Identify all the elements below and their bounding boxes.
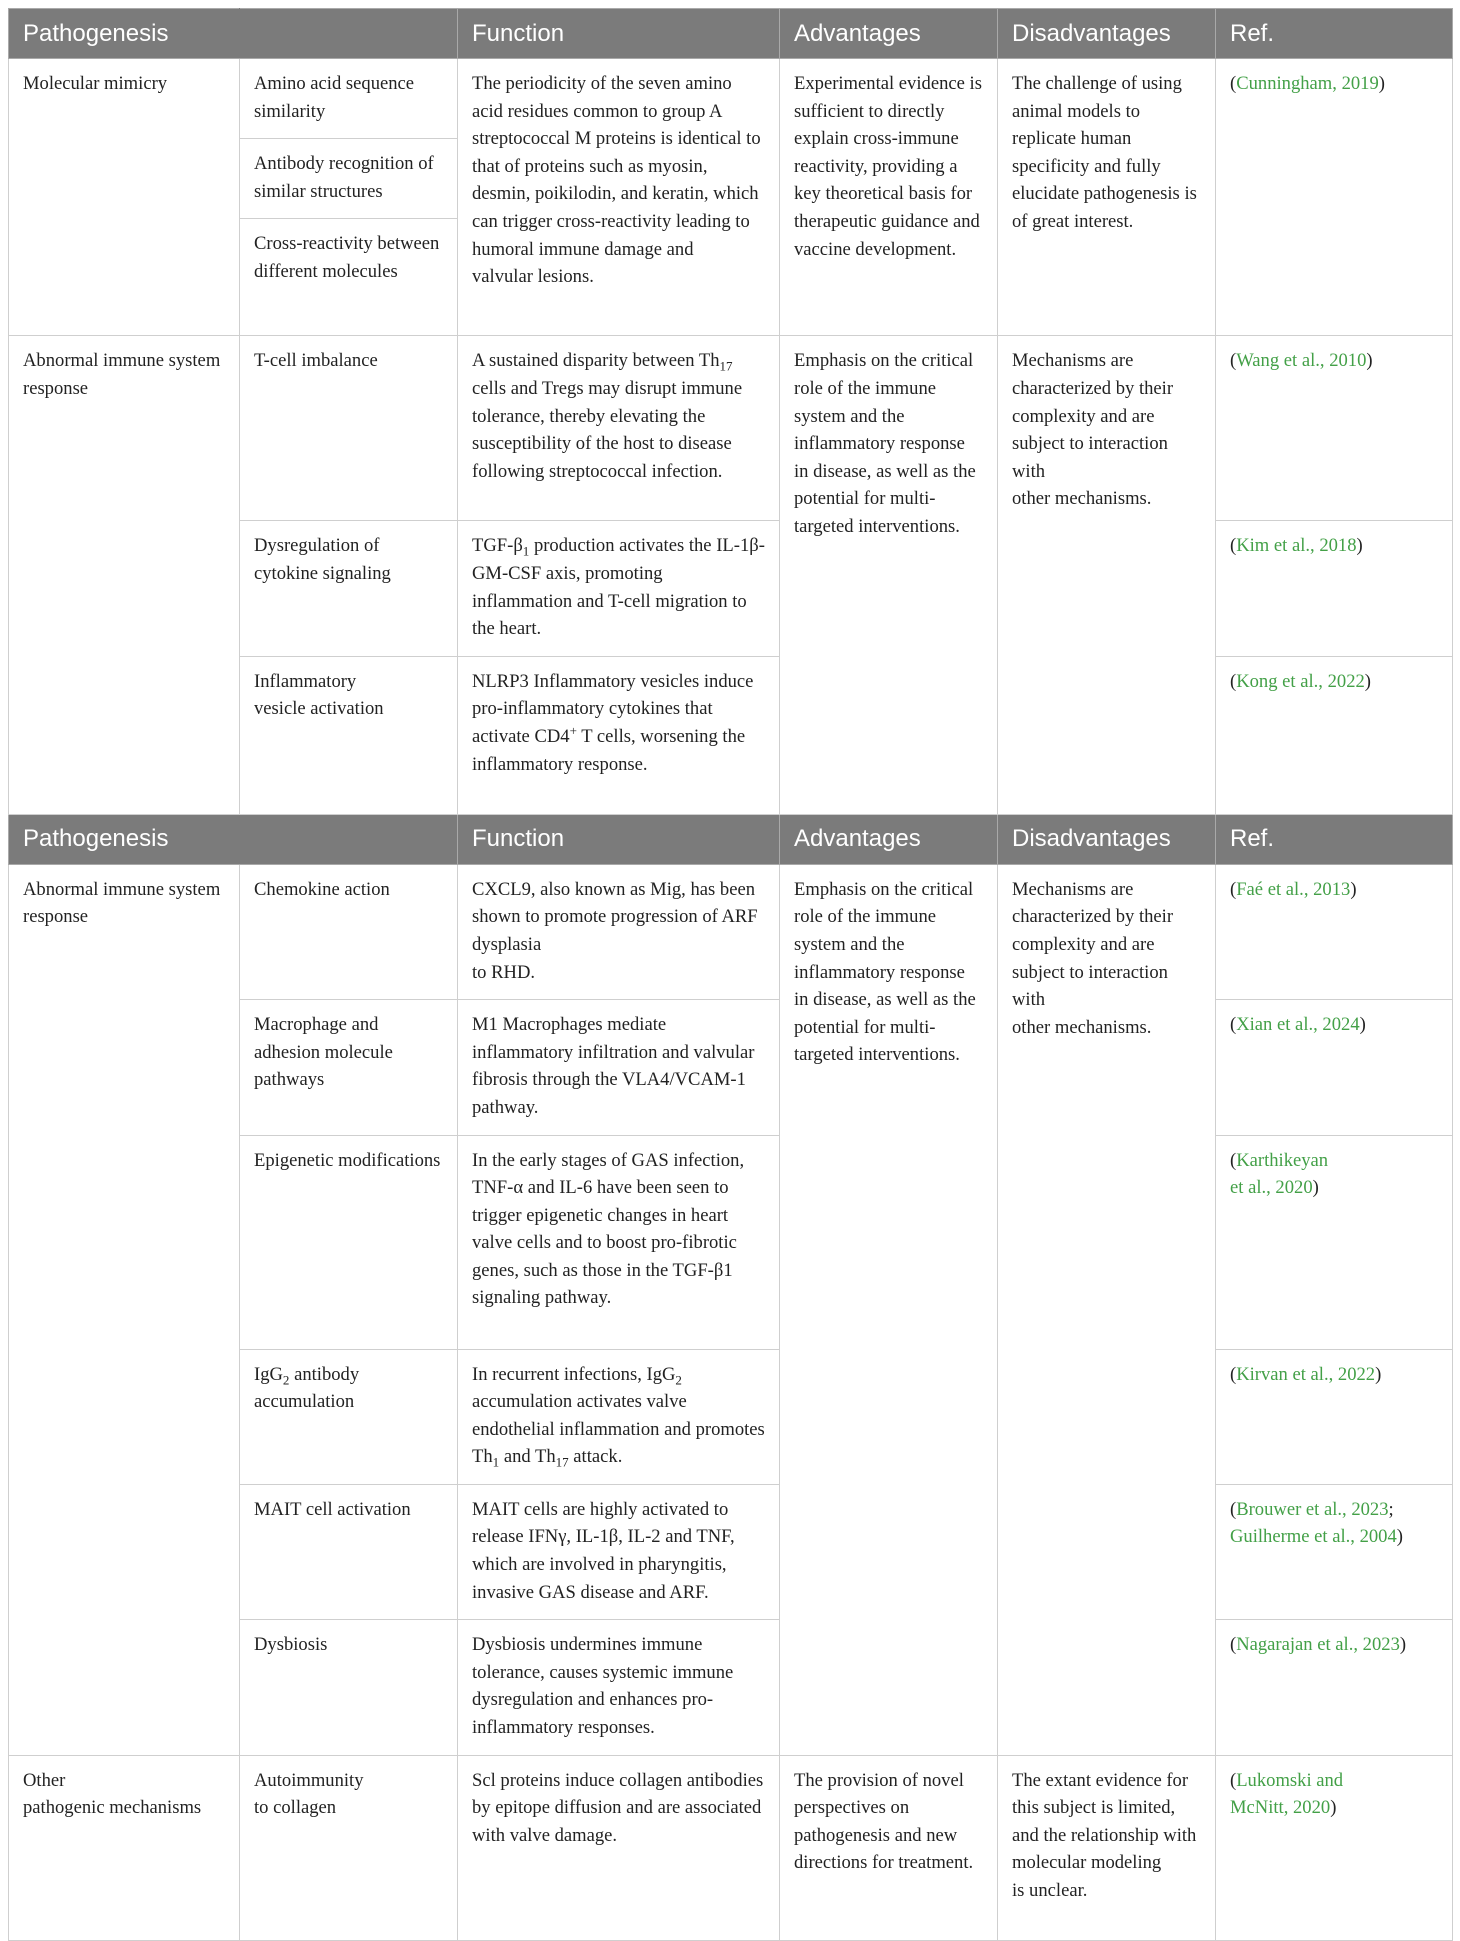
- ref-cell: (Brouwer et al., 2023; Guilherme et al., 2004): [1216, 1484, 1453, 1619]
- header-ref: Ref.: [1216, 814, 1453, 864]
- header-pathogenesis-sub: [240, 814, 458, 864]
- sub-antibody-recognition: Antibody recognition of similar structures: [240, 139, 458, 219]
- function-text: NLRP3 Inflammatory vesicles induce pro-inflammatory cytokines that activate CD4: [472, 670, 754, 747]
- header-disadvantages: Disadvantages: [998, 814, 1216, 864]
- function-cell: Dysbiosis undermines immune tolerance, causes systemic immune dysregulation and enhances pro-inflammatory responses.: [458, 1620, 780, 1755]
- header-advantages: Advantages: [780, 814, 998, 864]
- function-cell: [458, 336, 780, 521]
- sub-epigenetic-modifications: Epigenetic modifications: [240, 1135, 458, 1349]
- function-text: accumulation activates valve endothelial inflammation and promotes Th: [472, 1391, 765, 1468]
- sub-line1: Autoimmunity: [254, 1769, 364, 1791]
- function-text: In the early stages of GAS infection, TNF-α and IL-6 have been seen to trigger epigenetic changes in heart valve cells and to boost pro-fibrotic genes, such as those in the TGF-β1: [472, 1149, 745, 1281]
- ref-link[interactable]: Karthikeyan: [1236, 1149, 1329, 1171]
- ref-link[interactable]: Xian et al., 2024: [1236, 1014, 1360, 1036]
- sub-line2: vesicle activation: [254, 698, 384, 720]
- ref-link[interactable]: Kim et al., 2018: [1236, 535, 1357, 557]
- ref-link-line2[interactable]: McNitt, 2020: [1230, 1797, 1331, 1819]
- function-text: T cells, worsening the: [576, 725, 746, 747]
- function-text: A sustained disparity between Th: [472, 350, 720, 372]
- ref-cell: (Cunningham, 2019): [1216, 59, 1453, 336]
- ref-cell: (Kirvan et al., 2022): [1216, 1349, 1453, 1484]
- ref-cell: (Xian et al., 2024): [1216, 1000, 1453, 1135]
- advantages-cell: Emphasis on the critical role of the immune system and the inflammatory response in disease, as well as the potential for multi-targeted interventions.: [780, 864, 998, 1755]
- table-header-row: [9, 814, 1453, 864]
- function-cell: [458, 1349, 780, 1484]
- disadvantages-text: Mechanisms are characterized by their complexity and are subject to interaction with: [1012, 350, 1174, 482]
- table-header-row: [9, 9, 1453, 59]
- function-text: cells and Tregs may disrupt immune tolerance, thereby elevating the susceptibility of the host to disease following streptococcal infection.: [472, 377, 743, 482]
- ref-cell: (Lukomski and McNitt, 2020): [1216, 1755, 1453, 1940]
- function-cell: [458, 521, 780, 656]
- header-pathogenesis: Pathogenesis: [9, 814, 240, 864]
- sub-mait-activation: MAIT cell activation: [240, 1484, 458, 1619]
- advantages-text-end: vaccine development.: [794, 238, 957, 260]
- subscript: 17: [555, 1455, 569, 1470]
- function-text: production activates the IL-1β-GM-CSF axis, promoting inflammation and T-cell migration to the heart.: [472, 535, 765, 640]
- group-line2: pathogenic mechanisms: [23, 1797, 202, 1819]
- header-function: Function: [458, 814, 780, 864]
- ref-link[interactable]: Guilherme et al., 2004: [1230, 1526, 1397, 1548]
- function-text-end: to RHD.: [472, 961, 536, 983]
- pathogenesis-table: [8, 8, 1453, 1941]
- function-cell: M1 Macrophages mediate inflammatory infiltration and valvular fibrosis through the VLA4/VCAM-1 pathway.: [458, 1000, 780, 1135]
- disadvantages-cell: [998, 864, 1216, 1755]
- disadvantages-cell: The challenge of using animal models to replicate human specificity and fully elucidate pathogenesis is of great interest.: [998, 59, 1216, 336]
- function-text-end: valvular lesions.: [472, 266, 594, 288]
- advantages-cell: The provision of novel perspectives on pathogenesis and new directions for treatment.: [780, 1755, 998, 1940]
- sub-cytokine-dysregulation: Dysregulation of cytokine signaling: [240, 521, 458, 656]
- sub-cross-reactivity-line1: Cross-reactivity between: [254, 233, 440, 255]
- disadvantages-text: The extant evidence for this subject is limited, and the relationship with molecular modeling: [1012, 1769, 1197, 1874]
- disadvantages-cell: [998, 336, 1216, 814]
- function-cell: [458, 864, 780, 999]
- sub-cross-reactivity-line2: different molecules: [254, 260, 398, 282]
- table-row: [9, 864, 1453, 999]
- disadvantages-text-end: other mechanisms.: [1012, 1016, 1152, 1038]
- sub-macrophage-pathways: Macrophage and adhesion molecule pathways: [240, 1000, 458, 1135]
- disadvantages-text: Mechanisms are characterized by their complexity and are subject to interaction with: [1012, 878, 1174, 1011]
- header-advantages: Advantages: [780, 9, 998, 59]
- ref-cell: (Nagarajan et al., 2023): [1216, 1620, 1453, 1755]
- function-text: In recurrent infections, IgG: [472, 1363, 676, 1385]
- function-text-end: signaling pathway.: [472, 1287, 612, 1309]
- sub-line1: Inflammatory: [254, 670, 357, 692]
- subscript: 2: [282, 1372, 290, 1388]
- ref-link-line2[interactable]: et al., 2020: [1230, 1177, 1313, 1199]
- function-cell: [458, 656, 780, 814]
- advantages-cell: [780, 336, 998, 814]
- table-row: [9, 1755, 1453, 1940]
- ref-cell: (Wang et al., 2010): [1216, 336, 1453, 521]
- function-cell: [458, 59, 780, 336]
- sub-igg2-accumulation: [240, 1349, 458, 1484]
- ref-link[interactable]: Cunningham, 2019: [1236, 73, 1379, 94]
- function-cell: Scl proteins induce collagen antibodies by epitope diffusion and are associated with valve damage.: [458, 1755, 780, 1940]
- group-molecular-mimicry: Molecular mimicry: [9, 59, 240, 336]
- sub-chemokine-action: Chemokine action: [240, 864, 458, 999]
- function-text-end: inflammatory response.: [472, 753, 648, 775]
- sub-line2: to collagen: [254, 1797, 337, 1819]
- disadvantages-cell: [998, 1755, 1216, 1940]
- function-text: TGF-β: [472, 535, 523, 557]
- sub-dysbiosis: Dysbiosis: [240, 1620, 458, 1755]
- header-ref: Ref.: [1216, 9, 1453, 59]
- function-cell: [458, 1135, 780, 1349]
- header-pathogenesis: Pathogenesis: [9, 9, 240, 59]
- function-cell: MAIT cells are highly activated to release IFNγ, IL-1β, IL-2 and TNF, which are involved in pharyngitis, invasive GAS disease and ARF.: [458, 1484, 780, 1619]
- group-abnormal-immune: Abnormal immune system response: [9, 336, 240, 814]
- ref-cell: (Faé et al., 2013): [1216, 864, 1453, 999]
- sub-inflammatory-vesicle: [240, 656, 458, 814]
- table-row: [9, 336, 1453, 521]
- subscript: 17: [719, 359, 733, 375]
- header-function: Function: [458, 9, 780, 59]
- ref-link[interactable]: Brouwer et al., 2023: [1236, 1498, 1389, 1520]
- advantages-text-end: targeted interventions.: [794, 515, 960, 537]
- advantages-text: Experimental evidence is sufficient to directly explain cross-immune reactivity, providing a key theoretical basis for therapeutic guidance and: [794, 73, 982, 232]
- ref-link[interactable]: Wang et al., 2010: [1236, 350, 1367, 372]
- subscript: 1: [492, 1455, 500, 1470]
- function-text: attack.: [568, 1446, 623, 1468]
- disadvantages-text-end: other mechanisms.: [1012, 488, 1152, 510]
- sub-text: antibody accumulation: [254, 1363, 360, 1413]
- table-row: [9, 59, 1453, 139]
- group-other: [9, 1755, 240, 1940]
- subscript: 2: [675, 1372, 682, 1388]
- header-disadvantages: Disadvantages: [998, 9, 1216, 59]
- sub-cross-reactivity: [240, 219, 458, 336]
- disadvantages-text-end: is unclear.: [1012, 1880, 1088, 1901]
- sub-amino-acid-similarity: Amino acid sequence similarity: [240, 59, 458, 139]
- ref-link[interactable]: Lukomski and: [1236, 1769, 1344, 1791]
- ref-link[interactable]: Nagarajan et al., 2023: [1236, 1634, 1400, 1656]
- ref-cell: (Kim et al., 2018): [1216, 521, 1453, 656]
- advantages-cell: [780, 59, 998, 336]
- group-line1: Other: [23, 1769, 66, 1791]
- ref-link[interactable]: Faé et al., 2013: [1236, 878, 1351, 900]
- ref-link[interactable]: Kong et al., 2022: [1236, 670, 1365, 692]
- group-abnormal-immune: Abnormal immune system response: [9, 864, 240, 1755]
- header-pathogenesis-sub: [240, 9, 458, 59]
- superscript: +: [569, 722, 577, 738]
- sub-text: IgG: [254, 1363, 283, 1385]
- subscript: 1: [522, 544, 530, 560]
- function-text: and Th: [499, 1446, 556, 1468]
- sub-t-cell-imbalance: T-cell imbalance: [240, 336, 458, 521]
- ref-cell: (Kong et al., 2022): [1216, 656, 1453, 814]
- function-text: CXCL9, also known as Mig, has been shown to promote progression of ARF dysplasia: [472, 878, 758, 955]
- advantages-text: Emphasis on the critical role of the immune system and the inflammatory response in disease, as well as the potential for multi-: [794, 350, 976, 510]
- ref-cell: (Karthikeyan et al., 2020): [1216, 1135, 1453, 1349]
- ref-link[interactable]: Kirvan et al., 2022: [1236, 1363, 1376, 1385]
- sub-autoimmunity-collagen: [240, 1755, 458, 1940]
- function-text: The periodicity of the seven amino acid residues common to group A streptococcal M proteins is identical to that of proteins such as myosin, desmin, poikilodin, and keratin, which can trigger cross-reactivity leading to humoral immune damage and: [472, 73, 761, 260]
